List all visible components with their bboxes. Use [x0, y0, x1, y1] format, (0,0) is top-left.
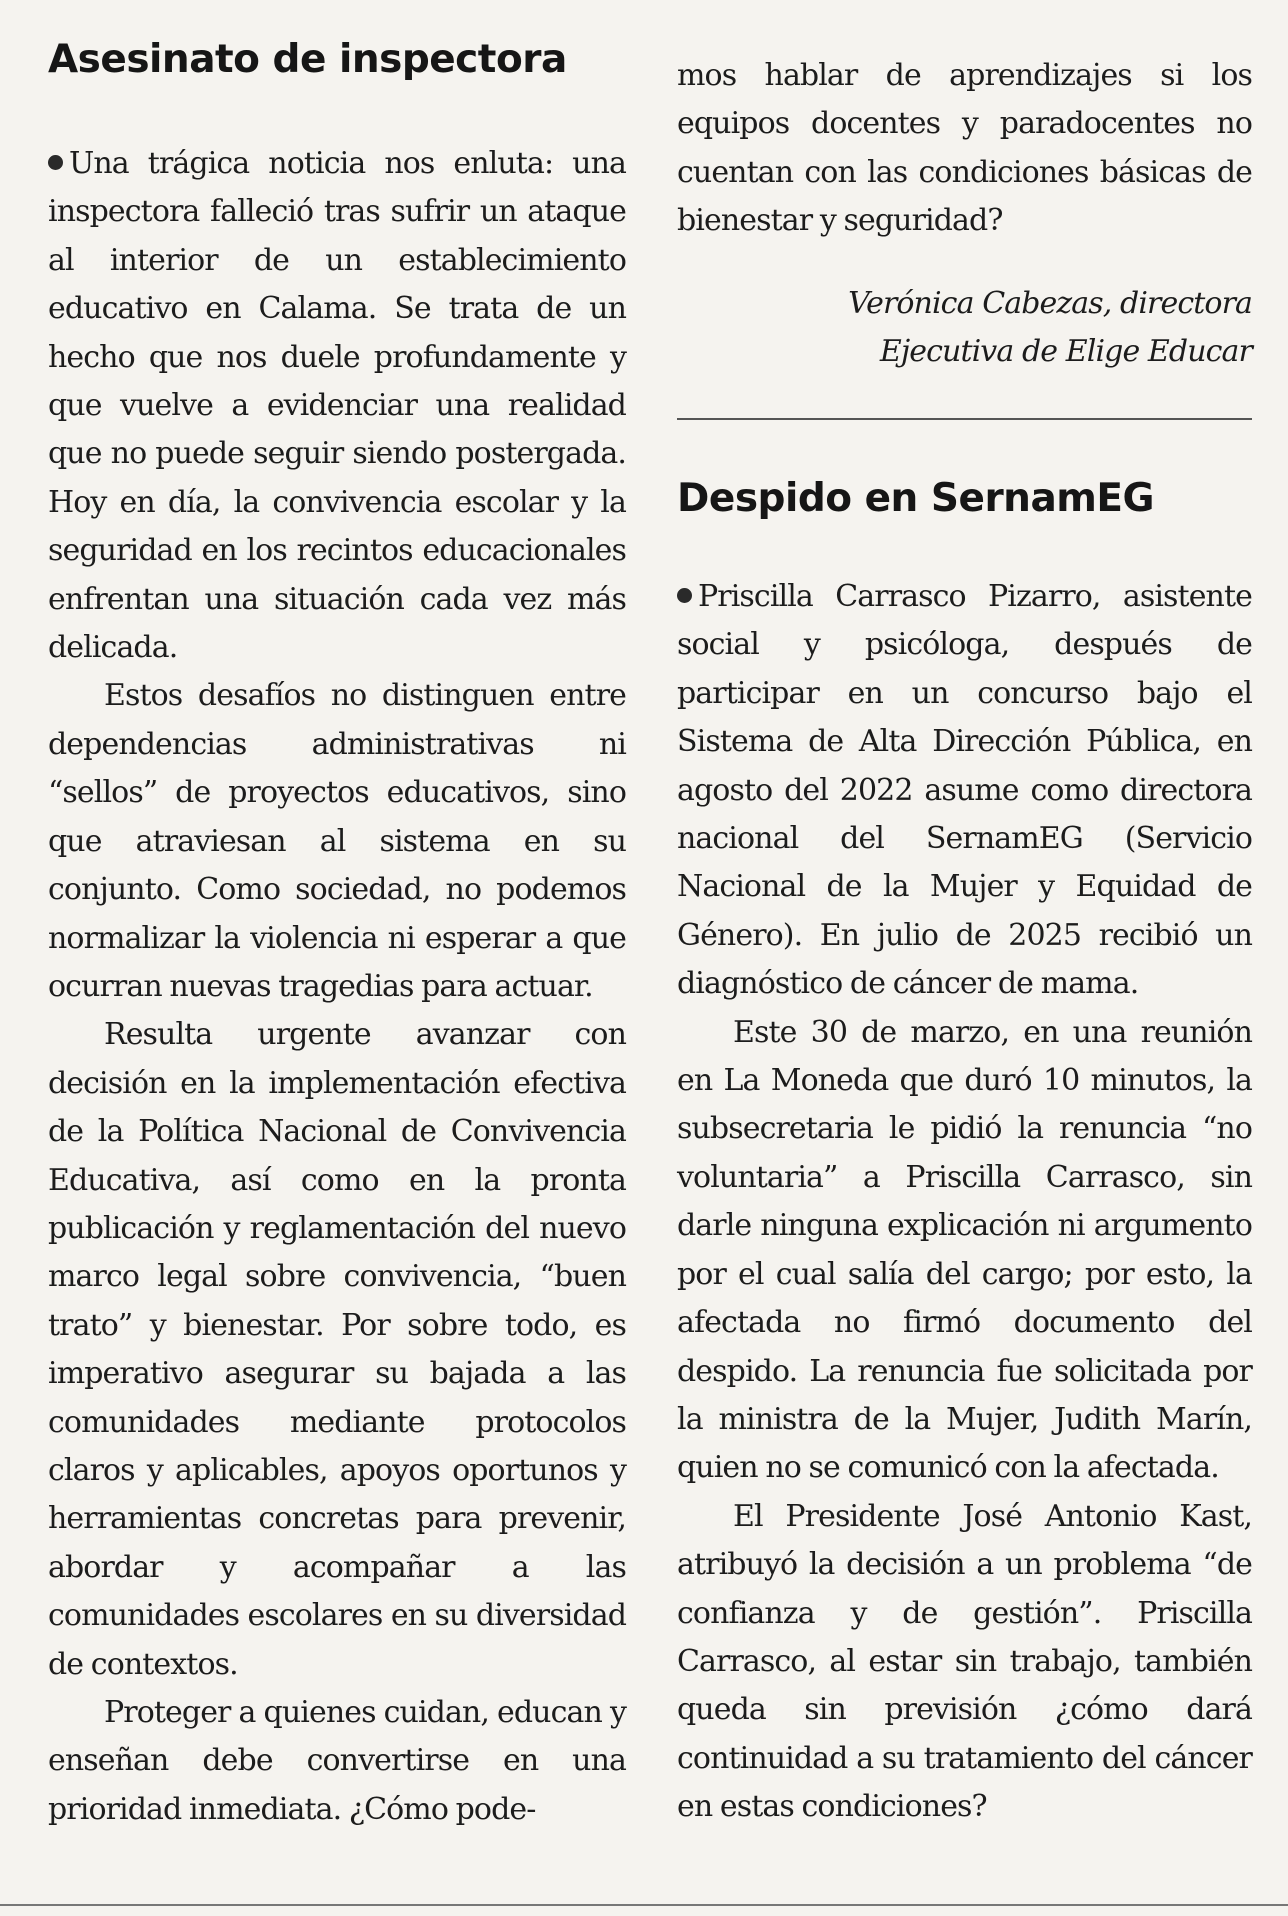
paragraph: mos hablar de aprendizajes si los equipos docentes y paradocentes no cuentan con las condiciones básicas de bienestar y seguridad?	[677, 58, 1252, 239]
paragraph: Proteger a quienes cuidan, educan y enseñan debe convertirse en una prioridad inmediata. ¿Cómo pode-	[48, 1695, 626, 1827]
article-body-asesinato	[48, 140, 626, 1834]
paragraph: Resulta urgente avanzar con decisión en la implementación efectiva de la Política Nacional de Convivencia Educativa, así como en la pronta publicación y reglamentación del nuevo marco legal sobre convivencia, “buen trato” y bienestar. Por sobre todo, es imperativo asegurar su bajada a las comunidades mediante protocolos claros y aplicables, apoyos oportunos y herramientas concretas para prevenir, abordar y acompañar a las comunidades escolares en su diversidad de contextos.	[48, 1017, 626, 1682]
paragraph: Estos desafíos no distinguen entre dependencias administrativas ni “sellos” de proyectos educativos, sino que atraviesan al sistema en su conjunto. Como sociedad, no podemos normalizar la violencia ni esperar a que ocurran nuevas tragedias para actuar.	[48, 678, 626, 1004]
bullet-icon	[677, 588, 692, 603]
paragraph: El Presidente José Antonio Kast, atribuyó la decisión a un problema “de confianza y de gestión”. Priscilla Carrasco, al estar sin trabajo, también queda sin previsión ¿cómo dará continuidad a su tratamiento del cáncer en estas condiciones?	[677, 1498, 1252, 1825]
article-body-despido	[677, 573, 1252, 1832]
paragraph: Este 30 de marzo, en una reunión en La Moneda que duró 10 minutos, la subsecretaria le pidió la renuncia “no voluntaria” a Priscilla Carrasco, sin darle ninguna explicación ni argumento por el cual salía del cargo; por esto, la afectada no firmó documento del despido. La renuncia fue solicitada por la ministra de la Mujer, Judith Marín, quien no se comunicó con la afectada.	[677, 1014, 1252, 1486]
bullet-icon	[48, 155, 63, 170]
paragraph: Priscilla Carrasco Pizarro, asistente social y psicóloga, después de participar en un concurso bajo el Sistema de Alta Dirección Pública, en agosto del 2022 asume como directora nacional del SernamEG (Servicio Nacional de la Mujer y Equidad de Género). En julio de 2025 recibió un diagnóstico de cáncer de mama.	[677, 579, 1252, 1002]
article-heading-asesinato: Asesinato de inspectora	[48, 37, 567, 82]
page-bottom-rule	[0, 1904, 1288, 1906]
letter-signature	[677, 280, 1252, 376]
article-continuation	[677, 52, 1252, 246]
article-heading-despido: Despido en SernamEG	[677, 476, 1155, 521]
signature-role: Ejecutiva de Elige Educar	[879, 334, 1252, 369]
section-divider	[677, 418, 1252, 420]
signature-name: Verónica Cabezas, directora	[848, 286, 1252, 321]
paragraph: Una trágica noticia nos enluta: una inspectora falleció tras sufrir un ataque al interior de un establecimiento educativo en Calama. Se trata de un hecho que nos duele profundamente y que vuelve a evidenciar una realidad que no puede seguir siendo postergada. Hoy en día, la convivencia escolar y la seguridad en los recintos educacionales enfrentan una situación cada vez más delicada.	[48, 146, 626, 666]
